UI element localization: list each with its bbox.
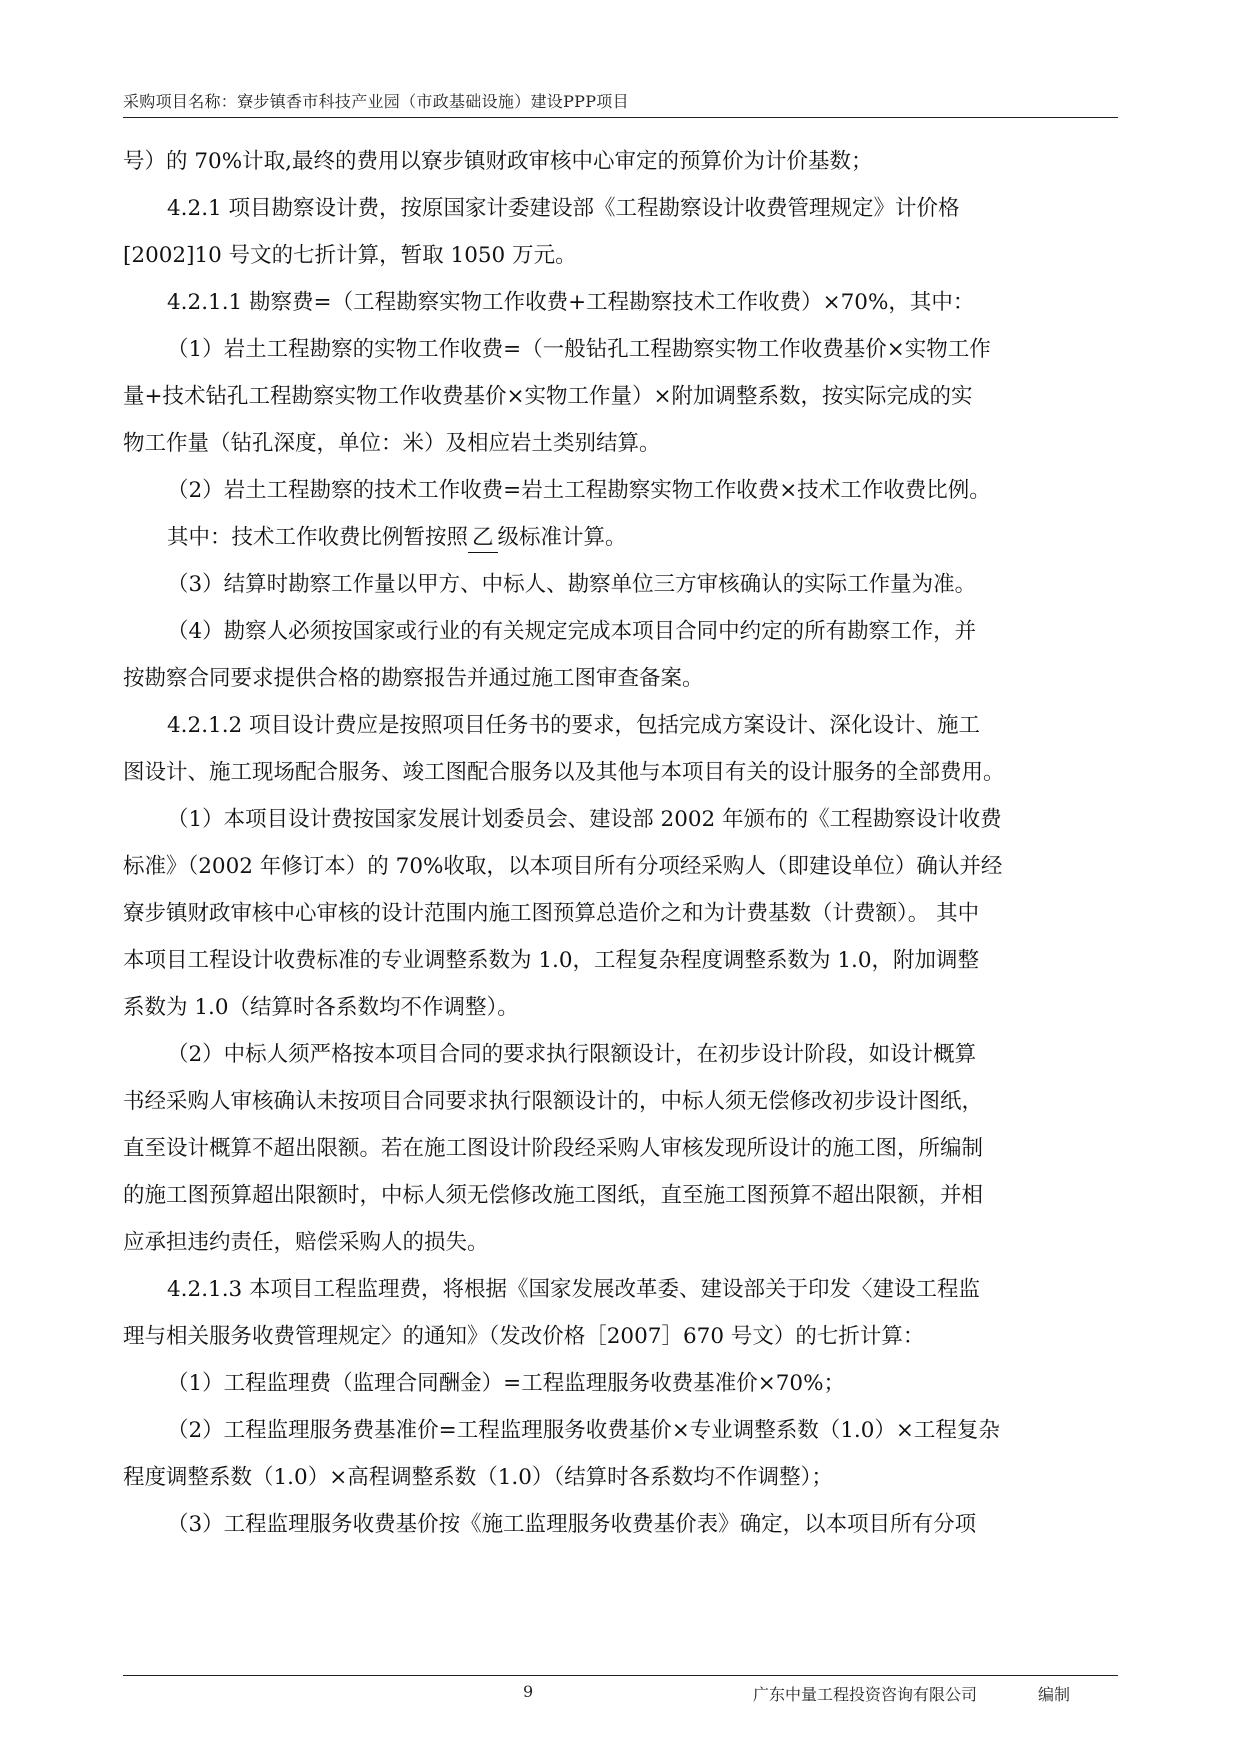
grade-prefix: 其中：技术工作收费比例暂按照 xyxy=(167,525,469,550)
text-line: 物工作量（钻孔深度，单位：米）及相应岩土类别结算。 xyxy=(123,431,661,456)
text-line: 的施工图预算超出限额时，中标人须无偿修改施工图纸，直至施工图预算不超出限额，并相 xyxy=(123,1183,984,1208)
text-line: （2）工程监理服务费基准价=工程监理服务收费基价×专业调整系数（1.0）×工程复杂 xyxy=(167,1418,1000,1443)
text-line: 直至设计概算不超出限额。若在施工图设计阶段经采购人审核发现所设计的施工图，所编制 xyxy=(123,1136,984,1161)
footer-company-name: 广东中量工程投资咨询有限公司 xyxy=(753,1685,978,1704)
grade-suffix: 级标准计算。 xyxy=(497,525,627,550)
text-line: 书经采购人审核确认未按项目合同要求执行限额设计的，中标人须无偿修改初步设计图纸， xyxy=(123,1089,984,1114)
text-line: 图设计、施工现场配合服务、竣工图配合服务以及其他与本项目有关的设计服务的全部费用。 xyxy=(123,760,1005,785)
text-line: 标准》（2002 年修订本）的 70%收取，以本项目所有分项经采购人（即建设单位）确认并经 xyxy=(123,854,1003,879)
text-line: [2002]10 号文的七折计算，暂取 1050 万元。 xyxy=(123,243,577,268)
text-line: （3）结算时勘察工作量以甲方、中标人、勘察单位三方审核确认的实际工作量为准。 xyxy=(167,572,977,597)
page-header xyxy=(123,86,1118,118)
text-line: （2）中标人须严格按本项目合同的要求执行限额设计，在初步设计阶段，如设计概算 xyxy=(167,1042,977,1067)
page-footer xyxy=(123,1675,1118,1715)
text-line: （3）工程监理服务收费基价按《施工监理服务收费基价表》确定，以本项目所有分项 xyxy=(167,1512,977,1537)
text-line: 应承担违约责任，赔偿采购人的损失。 xyxy=(123,1230,489,1255)
text-line: 4.2.1 项目勘察设计费，按原国家计委建设部《工程勘察设计收费管理规定》计价格 xyxy=(167,196,960,221)
text-line: 按勘察合同要求提供合格的勘察报告并通过施工图审查备案。 xyxy=(123,666,704,691)
text-line: 系数为 1.0（结算时各系数均不作调整）。 xyxy=(123,995,519,1020)
text-line: 本项目工程设计收费标准的专业调整系数为 1.0，工程复杂程度调整系数为 1.0，附加调整 xyxy=(123,948,980,973)
text-line: 寮步镇财政审核中心审核的设计范围内施工图预算总造价之和为计费基数（计费额）。 其中 xyxy=(123,901,980,926)
text-line: 4.2.1.1 勘察费=（工程勘察实物工作收费+工程勘察技术工作收费）×70%，其中： xyxy=(167,290,975,315)
grade-underlined-value: 乙 xyxy=(468,524,498,553)
text-line: 程度调整系数（1.0）×高程调整系数（1.0）（结算时各系数均不作调整）； xyxy=(123,1465,833,1490)
text-line: （2）岩土工程勘察的技术工作收费=岩土工程勘察实物工作收费×技术工作收费比例。 xyxy=(167,478,991,503)
text-line: 4.2.1.2 项目设计费应是按照项目任务书的要求，包括完成方案设计、深化设计、施工 xyxy=(167,713,981,738)
text-line: （1）岩土工程勘察的实物工作收费=（一般钻孔工程勘察实物工作收费基价×实物工作 xyxy=(167,337,991,362)
text-line: 量+技术钻孔工程勘察实物工作收费基价×实物工作量）×附加调整系数，按实际完成的实 xyxy=(123,384,973,409)
text-line-with-grade xyxy=(123,514,1118,561)
page-number: 9 xyxy=(523,1682,534,1701)
text-line: 号）的 70%计取,最终的费用以寮步镇财政审核中心审定的预算价为计价基数； xyxy=(123,149,873,174)
text-line: 理与相关服务收费管理规定〉的通知》（发改价格［2007］670 号文）的七折计算： xyxy=(123,1324,925,1349)
text-line: （1）工程监理费（监理合同酬金）=工程监理服务收费基准价×70%； xyxy=(167,1371,845,1396)
text-line: （1）本项目设计费按国家发展计划委员会、建设部 2002 年颁布的《工程勘察设计收费 xyxy=(167,807,1002,832)
footer-edit-label: 编制 xyxy=(1038,1685,1071,1704)
text-line: 4.2.1.3 本项目工程监理费，将根据《国家发展改革委、建设部关于印发〈建设工程监 xyxy=(167,1277,981,1302)
document-body xyxy=(123,138,1118,1548)
text-line: （4）勘察人必须按国家或行业的有关规定完成本项目合同中约定的所有勘察工作，并 xyxy=(167,619,977,644)
project-name-header: 采购项目名称：寮步镇香市科技产业园（市政基础设施）建设PPP项目 xyxy=(123,92,629,111)
